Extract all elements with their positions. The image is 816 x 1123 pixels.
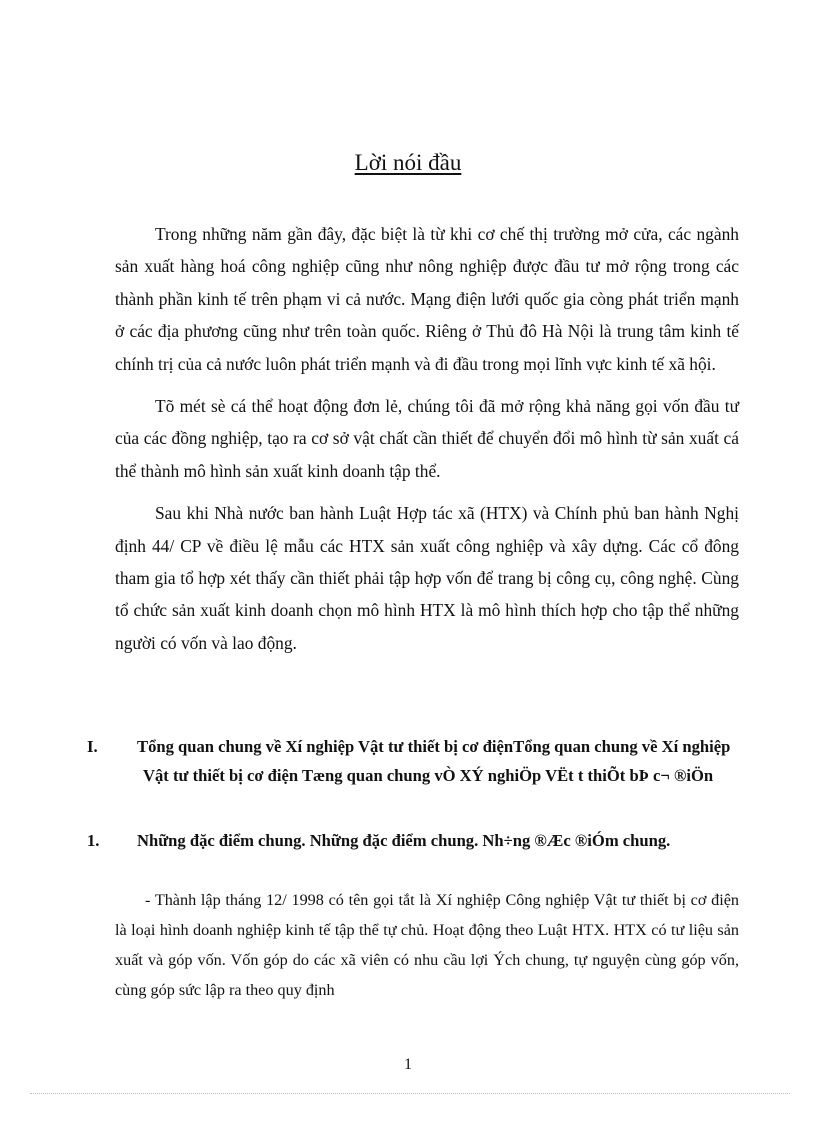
intro-paragraph-1: Trong những năm gần đây, đặc biệt là từ khi cơ chế thị trường mở cửa, các ngành sản xuất hàng hoá công nghiệp cũng như nông nghiệp được đầu tư mở rộng trong các thành phần kinh tế trên phạm vi cả nước. Mạng điện lưới quốc gia còng phát triển mạnh ở các địa phương cũng như trên toàn quốc. Riêng ở Thủ đô Hà Nội là trung tâm kinh tế chính trị của cả nước luôn phát triển mạnh và đi đầu trong mọi lĩnh vực kinh tế xã hội. (115, 224, 739, 374)
page-number: 1 (404, 1056, 412, 1073)
intro-section (115, 218, 739, 659)
document-title (0, 148, 816, 178)
intro-paragraph-2: Tõ mét sè cá thể hoạt động đơn lẻ, chúng tôi đã mở rộng khả năng gọi vốn đầu tư của các đồng nghiệp, tạo ra cơ sở vật chất cần thiết để chuyển đổi mô hình từ sản xuất cá thể thành mô hình sản xuất kinh doanh tập thể. (115, 396, 739, 481)
subsection-heading (87, 826, 743, 855)
subsection-paragraph: - Thành lập tháng 12/ 1998 có tên gọi tắt là Xí nghiệp Công nghiệp Vật tư thiết bị cơ điện là loại hình doanh nghiệp kinh tế tập thể tự chủ. Hoạt động theo Luật HTX. HTX có tư liệu sản xuất và góp vốn. Vốn góp do các xã viên có nhu cầu lợi Ých chung, tự nguyện cùng góp vốn, cùng góp sức lập ra theo quy định (115, 891, 739, 999)
subsection-body (115, 885, 739, 1005)
section-heading (87, 732, 743, 790)
section-heading-number: I. (87, 737, 98, 756)
subsection-heading-block (87, 826, 743, 855)
subsection-heading-text: Những đặc điểm chung. Những đặc điểm chung. Nh÷ng ®Æc ®iÓm chung. (137, 831, 671, 850)
intro-paragraph-3: Sau khi Nhà nước ban hành Luật Hợp tác xã (HTX) và Chính phủ ban hành Nghị định 44/ CP về điều lệ mẫu các HTX sản xuất công nghiệp và xây dựng. Các cổ đông tham gia tổ hợp xét thấy cần thiết phải tập hợp vốn để trang bị công cụ, công nghệ. Cùng tổ chức sản xuất kinh doanh chọn mô hình HTX là mô hình thích hợp cho tập thể những người có vốn và lao động. (115, 503, 739, 653)
section-heading-text: Tổng quan chung về Xí nghiệp Vật tư thiết bị cơ điệnTổng quan chung về Xí nghiệp Vật tư thiết bị cơ điện Tæng quan chung vÒ XÝ nghiÖp VËt t thiÕt bÞ c¬ ®iÖn (137, 737, 731, 785)
document-title-text: Lời nói đầu (354, 150, 462, 175)
subsection-heading-number: 1. (87, 831, 100, 850)
footer-divider (30, 1093, 790, 1094)
section-heading-block (87, 732, 743, 790)
